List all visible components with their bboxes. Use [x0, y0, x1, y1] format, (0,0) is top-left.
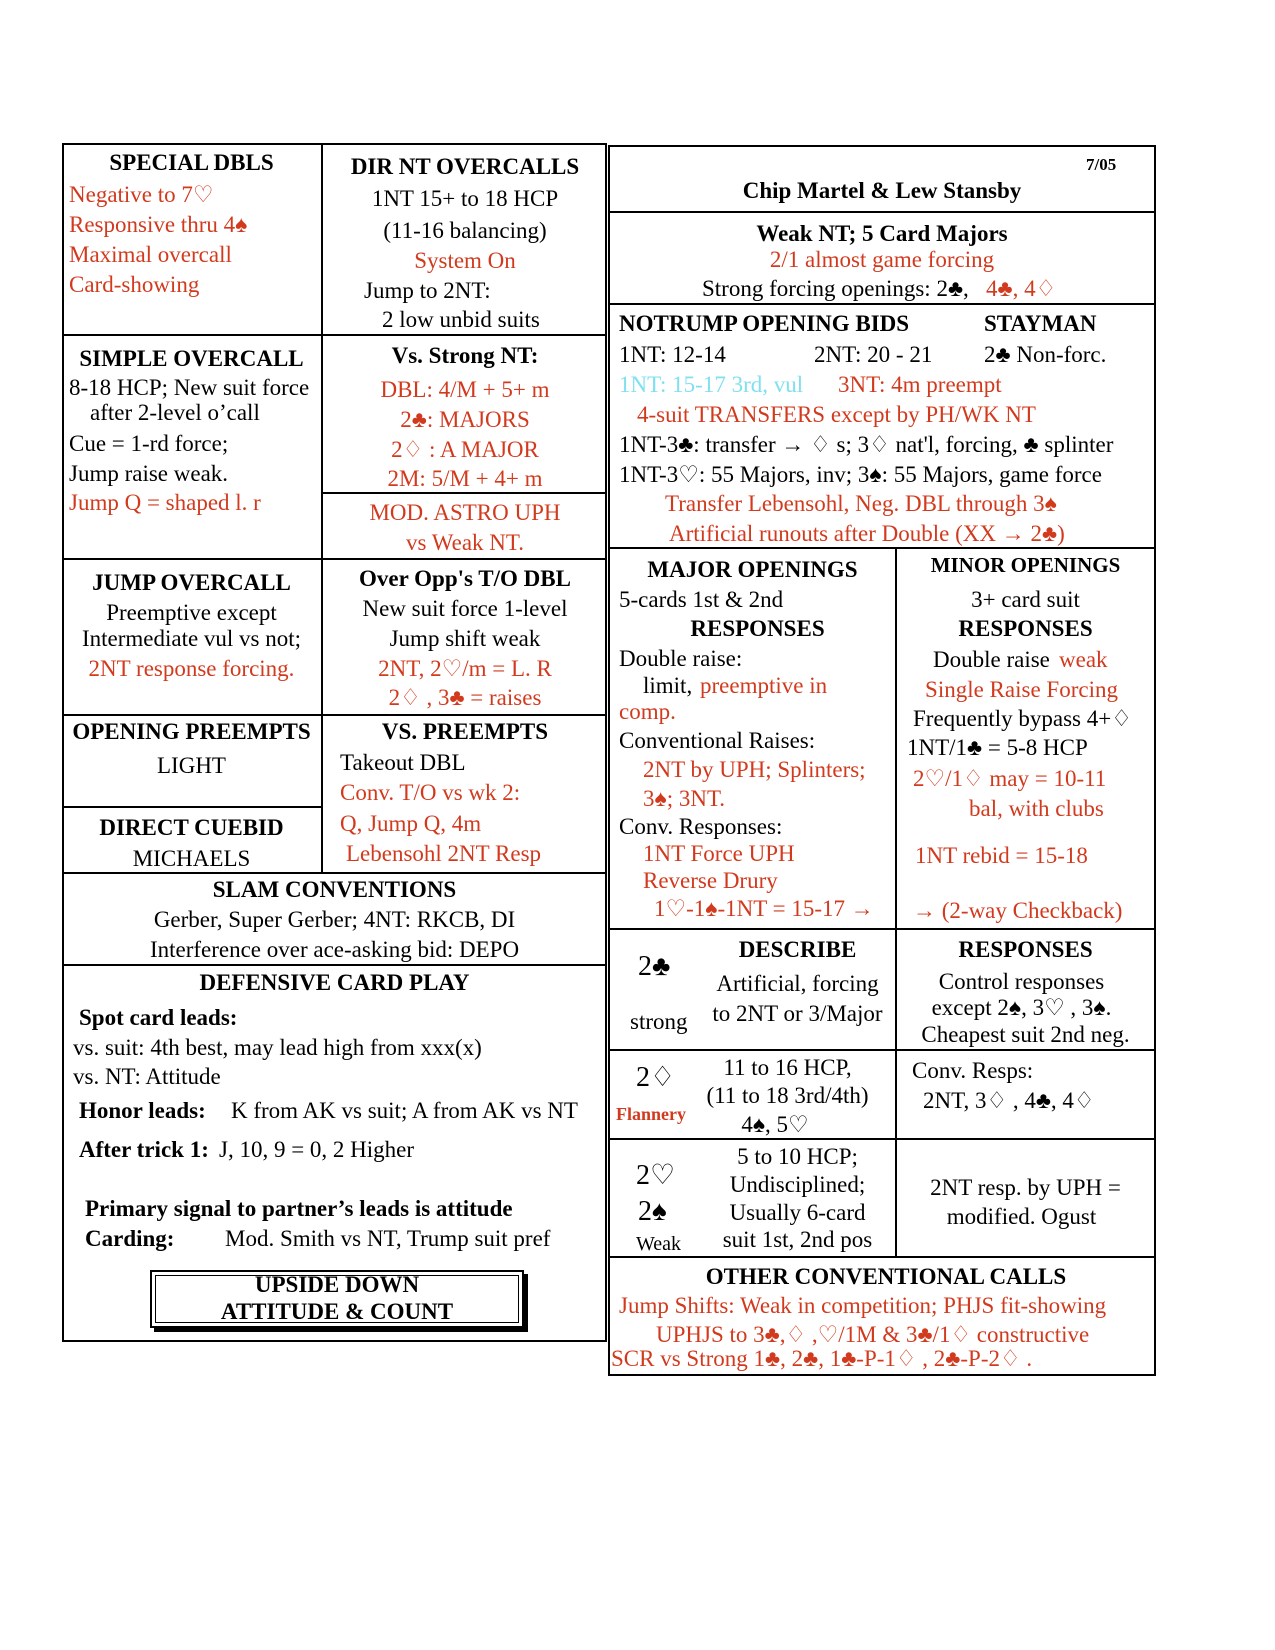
partnership-names: Chip Martel & Lew Stansby	[742, 178, 1022, 203]
minor-line: 3+ card suit	[971, 587, 1080, 612]
major-line: Conventional Raises:	[619, 728, 816, 753]
major-line: 1♡-1♠-1NT = 15-17 →	[654, 896, 874, 921]
divider	[608, 928, 1156, 930]
two-diamonds-resp: Conv. Resps:	[912, 1058, 1034, 1083]
vs-preempts-line: Takeout DBL	[340, 750, 466, 775]
other-calls-line: SCR vs Strong 1♣, 2♣, 1♣-P-1♢ , 2♣-P-2♢ .	[611, 1346, 1033, 1371]
minor-line: Double raise	[933, 647, 1050, 672]
other-calls-line: UPHJS to 3♣,♢ ,♡/1M & 3♣/1♢ constructive	[656, 1322, 1090, 1347]
special-dbls-title: SPECIAL DBLS	[109, 150, 274, 175]
direct-cuebid-line: MICHAELS	[132, 846, 251, 871]
nt-line: 3NT: 4m preempt	[838, 372, 1002, 397]
nt-line: 4-suit TRANSFERS except by PH/WK NT	[637, 402, 1036, 427]
divider	[62, 558, 607, 560]
two-clubs-resp-line: Cheapest suit 2nd neg.	[921, 1022, 1130, 1047]
nt-line: 1NT-3♡: 55 Majors, inv; 3♠: 55 Majors, game force	[619, 462, 1102, 487]
minor-line-red: weak	[1059, 647, 1108, 672]
dir-nt-overcalls-title: DIR NT OVERCALLS	[350, 154, 580, 179]
spot-line: vs. suit: 4th best, may lead high from xxx(x)	[73, 1035, 482, 1060]
two-diamonds-resp: 2NT, 3♢ , 4♣, 4♢	[923, 1088, 1095, 1113]
nt-line: 1NT: 15-17 3rd, vul	[619, 372, 804, 397]
weak-two-line: 5 to 10 HCP;	[737, 1144, 858, 1169]
other-calls-title: OTHER CONVENTIONAL CALLS	[705, 1264, 1067, 1289]
nt-line: Artificial runouts after Double (XX → 2♣)	[669, 521, 1065, 546]
after-trick-text: J, 10, 9 = 0, 2 Higher	[219, 1137, 415, 1162]
simple-overcall-line: 8-18 HCP; New suit force	[69, 375, 310, 400]
upside-down-line: UPSIDE DOWN	[254, 1272, 420, 1297]
minor-line: Single Raise Forcing	[925, 677, 1118, 702]
two-diamonds-line: 4♠, 5♡	[741, 1112, 809, 1137]
weak-two-line: suit 1st, 2nd pos	[722, 1227, 873, 1252]
divider	[62, 714, 607, 716]
divider	[62, 872, 607, 874]
two-clubs-resp-line: except 2♠, 3♡ , 3♠.	[931, 995, 1112, 1020]
general-line: Strong forcing openings: 2♣,	[702, 276, 969, 301]
over-opp-line: 2♢ , 3♣ = raises	[388, 685, 542, 710]
divider	[62, 334, 321, 336]
vs-strong-nt-title: Vs. Strong NT:	[391, 343, 539, 368]
special-dbls-line: Responsive thru 4♠	[69, 212, 248, 237]
two-clubs-resp-line: Control responses	[938, 969, 1105, 994]
stayman-line: 2♣ Non-forc.	[984, 342, 1107, 367]
dir-nt-line: 1NT 15+ to 18 HCP	[371, 186, 559, 211]
stayman-title: STAYMAN	[984, 311, 1097, 336]
primary-signal: Primary signal to partner’s leads is attitude	[85, 1196, 513, 1221]
weak-two-line: Undisciplined;	[729, 1172, 866, 1197]
jump-overcall-line: Preemptive except	[106, 600, 277, 625]
minor-line: 1NT/1♣ = 5-8 HCP	[907, 735, 1088, 760]
major-line-red: preemptive in	[700, 673, 828, 698]
major-line: 5-cards 1st & 2nd	[619, 587, 784, 612]
mod-astro-line: vs Weak NT.	[405, 530, 525, 555]
flannery-label: Flannery	[616, 1104, 686, 1124]
jump-overcall-line: 2NT response forcing.	[88, 656, 295, 681]
slam-line: Interference over ace-asking bid: DEPO	[149, 937, 520, 962]
major-line: 2NT by UPH; Splinters;	[643, 757, 866, 782]
vs-strong-nt-line: 2M: 5/M + 4+ m	[387, 466, 543, 491]
card-date: 7/05	[1086, 155, 1117, 174]
minor-openings-title: MINOR OPENINGS	[930, 553, 1121, 577]
direct-cuebid-title: DIRECT CUEBID	[99, 815, 284, 840]
mod-astro-line: MOD. ASTRO UPH	[369, 500, 561, 525]
carding-text: Mod. Smith vs NT, Trump suit pref	[225, 1226, 551, 1251]
special-dbls-line: Card-showing	[69, 272, 200, 297]
two-hearts-bid: 2♡	[636, 1160, 676, 1191]
after-trick-label: After trick 1:	[79, 1137, 209, 1162]
weak-two-line: Usually 6-card	[729, 1200, 866, 1225]
describe-line: to 2NT or 3/Major	[712, 1001, 883, 1026]
jump-overcall-line: Intermediate vul vs not;	[81, 626, 302, 651]
two-clubs-bid: 2♣	[638, 951, 671, 982]
weak-label: Weak	[636, 1233, 682, 1255]
vs-preempts-line: Lebensohl 2NT Resp	[346, 841, 542, 866]
simple-overcall-line: Jump Q = shaped l. r	[69, 490, 261, 515]
divider	[62, 964, 607, 966]
divider	[608, 211, 1156, 213]
two-clubs-responses-title: RESPONSES	[958, 937, 1093, 962]
nt-line: 2NT: 20 - 21	[814, 342, 933, 367]
other-calls-line: Jump Shifts: Weak in competition; PHJS fit-showing	[619, 1293, 1107, 1318]
nt-line: 1NT-3♣: transfer → ♢ s; 3♢ nat'l, forcing, ♣ splinter	[619, 432, 1114, 457]
dir-nt-line: System On	[414, 248, 516, 273]
vs-preempts-line: Conv. T/O vs wk 2:	[340, 780, 521, 805]
nt-line: Transfer Lebensohl, Neg. DBL through 3♠	[665, 491, 1057, 516]
major-openings-title: MAJOR OPENINGS	[647, 557, 858, 582]
upside-down-line: ATTITUDE & COUNT	[220, 1299, 454, 1324]
minor-line: bal, with clubs	[969, 796, 1104, 821]
major-line: Double raise:	[619, 646, 743, 671]
divider	[608, 547, 1156, 549]
defensive-card-play-title: DEFENSIVE CARD PLAY	[199, 970, 470, 995]
minor-line: Frequently bypass 4+♢	[913, 706, 1132, 731]
describe-line: Artificial, forcing	[716, 971, 879, 996]
two-diamonds-line: (11 to 18 3rd/4th)	[706, 1083, 869, 1108]
dir-nt-line: Jump to 2NT:	[364, 278, 491, 303]
minor-responses-title: RESPONSES	[958, 616, 1093, 641]
divider	[62, 806, 321, 808]
simple-overcall-line: after 2-level o’call	[90, 400, 260, 425]
general-line: 2/1 almost game forcing	[769, 247, 995, 272]
vs-preempts-title: VS. PREEMPTS	[381, 719, 549, 744]
weak-two-resp: 2NT resp. by UPH =	[930, 1175, 1121, 1200]
describe-title: DESCRIBE	[738, 937, 857, 962]
jump-overcall-title: JUMP OVERCALL	[92, 570, 291, 595]
over-opp-line: New suit force 1-level	[362, 596, 568, 621]
general-line-red: 4♣, 4♢	[986, 276, 1057, 301]
spot-card-leads-label: Spot card leads:	[79, 1005, 238, 1030]
honor-leads-label: Honor leads:	[79, 1098, 206, 1123]
simple-overcall-title: SIMPLE OVERCALL	[79, 346, 304, 371]
divider	[608, 1256, 1156, 1258]
divider	[321, 334, 607, 336]
honor-leads-text: K from AK vs suit; A from AK vs NT	[231, 1098, 578, 1123]
over-opp-to-dbl-title: Over Opp's T/O DBL	[359, 566, 571, 591]
weak-two-resp: modified. Ogust	[946, 1204, 1097, 1229]
slam-line: Gerber, Super Gerber; 4NT: RKCB, DI	[153, 907, 516, 932]
opening-preempts-line: LIGHT	[157, 753, 226, 778]
major-line: 1NT Force UPH	[643, 841, 795, 866]
major-responses-title: RESPONSES	[690, 616, 825, 641]
vs-strong-nt-line: DBL: 4/M + 5+ m	[380, 377, 550, 402]
divider	[895, 547, 897, 1256]
simple-overcall-line: Jump raise weak.	[69, 461, 229, 486]
general-approach: Weak NT; 5 Card Majors	[756, 221, 1008, 246]
nt-line: 1NT: 12-14	[619, 342, 726, 367]
notrump-opening-title: NOTRUMP OPENING BIDS	[619, 311, 910, 336]
minor-line: → (2-way Checkback)	[913, 898, 1123, 923]
vs-strong-nt-line: 2♣: MAJORS	[400, 407, 530, 432]
carding-label: Carding:	[85, 1226, 175, 1251]
divider	[321, 492, 607, 494]
dir-nt-line: (11-16 balancing)	[383, 218, 547, 243]
opening-preempts-title: OPENING PREEMPTS	[72, 719, 311, 744]
special-dbls-line: Maximal overcall	[69, 242, 232, 267]
divider	[608, 1049, 1156, 1051]
over-opp-line: 2NT, 2♡/m = L. R	[378, 656, 552, 681]
major-line: Conv. Responses:	[619, 814, 783, 839]
major-line: comp.	[619, 699, 676, 724]
minor-line: 2♡/1♢ may = 10-11	[913, 766, 1107, 791]
divider	[608, 1138, 1156, 1140]
spot-line: vs. NT: Attitude	[73, 1064, 221, 1089]
over-opp-line: Jump shift weak	[389, 626, 541, 651]
simple-overcall-line: Cue = 1-rd force;	[69, 431, 229, 456]
two-spades-bid: 2♠	[638, 1196, 667, 1227]
two-clubs-strength: strong	[630, 1009, 688, 1034]
two-diamonds-line: 11 to 16 HCP,	[723, 1055, 852, 1080]
major-line: 3♠; 3NT.	[643, 786, 726, 811]
major-line: Reverse Drury	[643, 868, 778, 893]
vs-preempts-line: Q, Jump Q, 4m	[340, 811, 482, 836]
slam-conventions-title: SLAM CONVENTIONS	[212, 877, 457, 902]
vs-strong-nt-line: 2♢ : A MAJOR	[391, 437, 539, 462]
dir-nt-line: 2 low unbid suits	[382, 307, 540, 332]
minor-line: 1NT rebid = 15-18	[915, 843, 1088, 868]
two-diamonds-bid: 2♢	[636, 1062, 676, 1093]
divider	[608, 303, 1156, 305]
major-line: limit,	[643, 673, 693, 698]
special-dbls-line: Negative to 7♡	[69, 182, 214, 207]
